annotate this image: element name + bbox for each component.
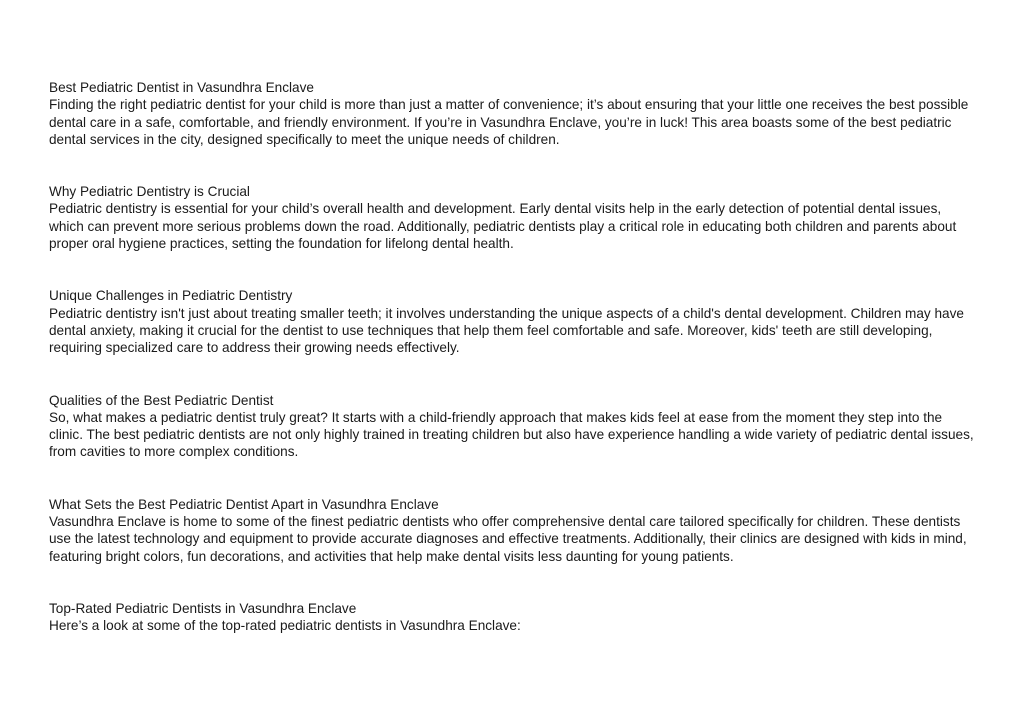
section-heading: Top-Rated Pediatric Dentists in Vasundhra Enclave	[49, 600, 357, 616]
section-top-rated	[49, 600, 979, 635]
section-body: Here’s a look at some of the top-rated pediatric dentists in Vasundhra Enclave:	[49, 618, 521, 634]
section-best-pediatric-dentist	[49, 79, 979, 148]
section-heading: Unique Challenges in Pediatric Dentistry	[49, 288, 293, 304]
section-body: Pediatric dentistry isn't just about treating smaller teeth; it involves understanding the unique aspects of a child's dental development. Children may have dental anxiety, making it crucial for the dentist to use techniques that help them feel comfortable and safe. Moreover, kids' teeth are still developing, requiring specialized care to address their growing needs effectively.	[49, 305, 964, 356]
section-heading: Why Pediatric Dentistry is Crucial	[49, 184, 250, 200]
section-body: Pediatric dentistry is essential for your child’s overall health and development. Early dental visits help in the early detection of potential dental issues, which can prevent more serious problems down the road. Additionally, pediatric dentists play a critical role in educating both children and parents about proper oral hygiene practices, setting the foundation for lifelong dental health.	[49, 201, 957, 252]
section-heading: Best Pediatric Dentist in Vasundhra Enclave	[49, 80, 314, 95]
section-why-pediatric-dentistry	[49, 183, 979, 252]
section-unique-challenges	[49, 287, 979, 356]
section-heading: What Sets the Best Pediatric Dentist Apart in Vasundhra Enclave	[49, 496, 439, 512]
section-body: Vasundhra Enclave is home to some of the finest pediatric dentists who offer comprehensive dental care tailored specifically for children. These dentists use the latest technology and equipment to provide accurate diagnoses and effective treatments. Additionally, their clinics are designed with kids in mind, featuring bright colors, fun decorations, and activities that help make dental visits less daunting for young patients.	[49, 514, 967, 564]
section-what-sets-apart	[49, 496, 979, 565]
section-qualities	[49, 392, 979, 461]
section-body: Finding the right pediatric dentist for your child is more than just a matter of convenience; it’s about ensuring that your little one receives the best possible dental care in a safe, comfortable, and friendly environment. If you’re in Vasundhra Enclave, you’re in luck! This area boasts some of the best pediatric dental services in the city, designed specifically to meet the unique needs of children.	[49, 97, 969, 147]
document-page	[49, 79, 979, 670]
section-heading: Qualities of the Best Pediatric Dentist	[49, 392, 274, 408]
section-body: So, what makes a pediatric dentist truly great? It starts with a child-friendly approach that makes kids feel at ease from the moment they step into the clinic. The best pediatric dentists are not only highly trained in treating children but also have experience handling a wide variety of pediatric dental issues, from cavities to more complex conditions.	[49, 409, 974, 460]
